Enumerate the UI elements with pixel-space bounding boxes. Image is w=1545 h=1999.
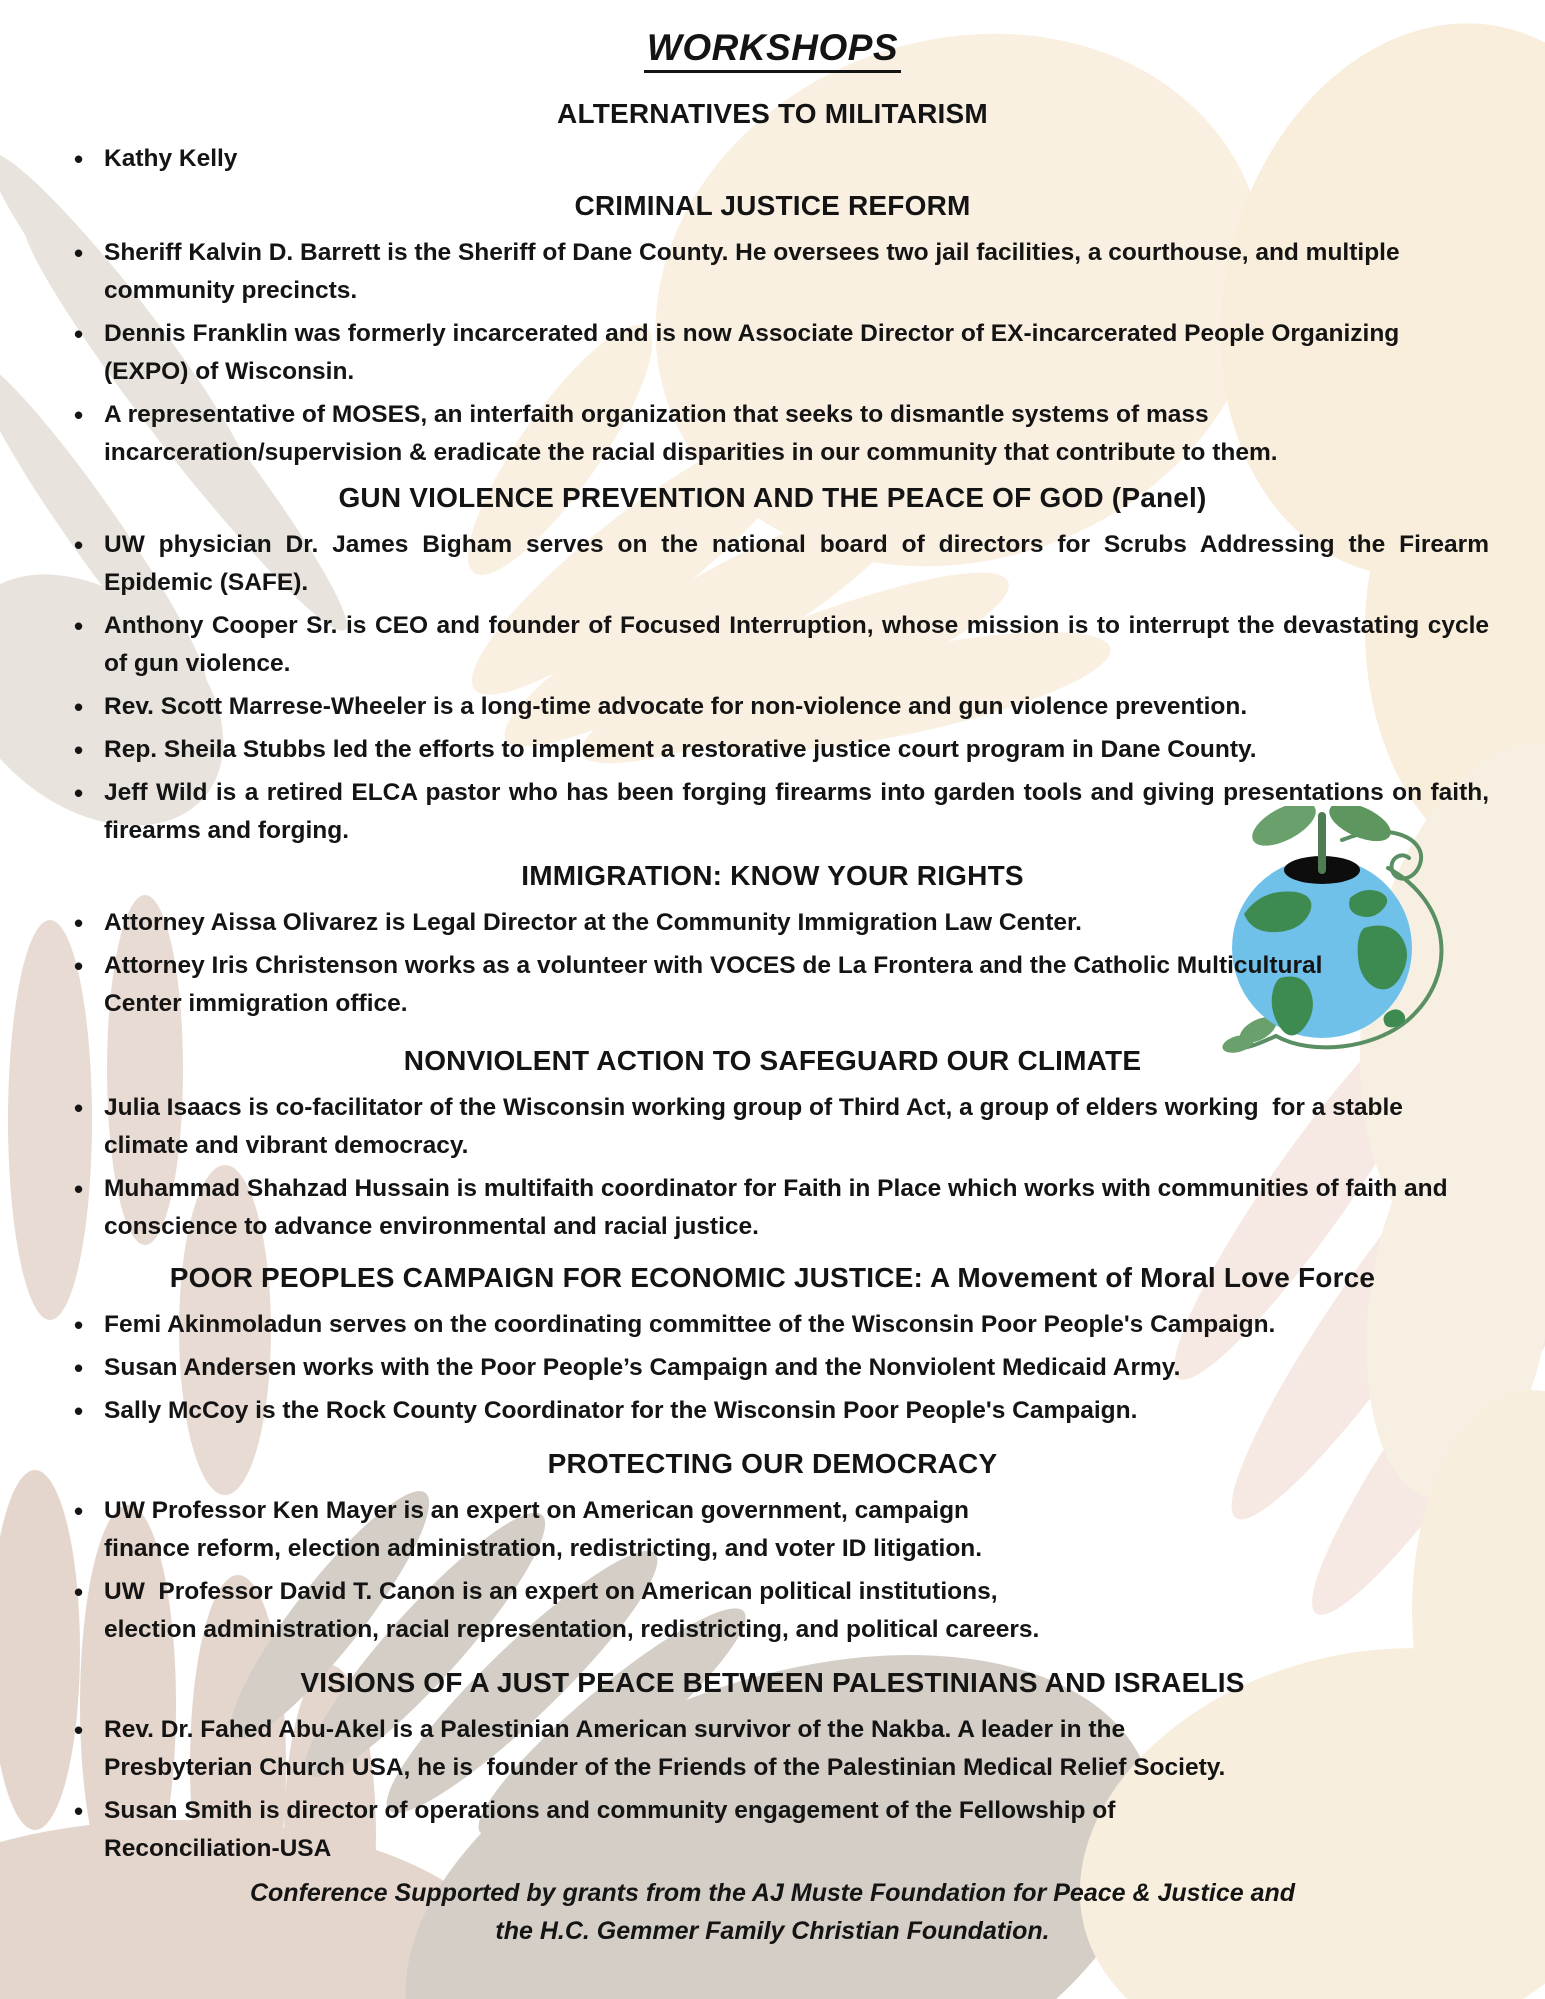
bullet-list xyxy=(0,1089,1545,1246)
bullet-item: • Susan Andersen works with the Poor People’s Campaign and the Nonviolent Medicaid Army. xyxy=(104,1349,1489,1387)
bullet-item: • UW Professor Ken Mayer is an expert on American government, campaign finance reform, election administration, redistricting, and voter ID litigation. xyxy=(104,1492,1489,1568)
bullet-list xyxy=(0,1306,1545,1430)
bullet-list xyxy=(0,526,1545,850)
bullet-item: • Kathy Kelly xyxy=(104,140,1489,178)
section-nonviolent-action-climate xyxy=(0,1043,1545,1246)
section-immigration-know-your-rights xyxy=(0,858,1545,1023)
bullet-item: • Jeff Wild is a retired ELCA pastor who has been forging firearms into garden tools and giving presentations on faith, firearms and forging. xyxy=(104,774,1489,850)
section-heading: VISIONS OF A JUST PEACE BETWEEN PALESTINIANS AND ISRAELIS xyxy=(300,1667,1245,1698)
section-heading: IMMIGRATION: KNOW YOUR RIGHTS xyxy=(521,860,1024,891)
section-poor-peoples-campaign xyxy=(0,1260,1545,1430)
bullet-item: • Anthony Cooper Sr. is CEO and founder of Focused Interruption, whose mission is to interrupt the devastating cycle of gun violence. xyxy=(104,607,1489,683)
bullet-item: • Sally McCoy is the Rock County Coordinator for the Wisconsin Poor People's Campaign. xyxy=(104,1392,1489,1430)
section-visions-just-peace xyxy=(0,1665,1545,1868)
bullet-item: • Sheriff Kalvin D. Barrett is the Sheriff of Dane County. He oversees two jail facilities, a courthouse, and multiple community precincts. xyxy=(104,234,1489,310)
footer-note: Conference Supported by grants from the AJ Muste Foundation for Peace & Justice and the H.C. Gemmer Family Christian Foundation. xyxy=(249,1879,1296,1945)
bullet-list xyxy=(0,1492,1545,1649)
section-gun-violence-prevention xyxy=(0,480,1545,850)
bullet-item: • A representative of MOSES, an interfaith organization that seeks to dismantle systems of mass incarceration/supervision & eradicate the racial disparities in our community that contribute to them. xyxy=(104,396,1489,472)
bullet-item: • Rep. Sheila Stubbs led the efforts to implement a restorative justice court program in Dane County. xyxy=(104,731,1489,769)
section-heading: POOR PEOPLES CAMPAIGN FOR ECONOMIC JUSTICE: A Movement of Moral Love Force xyxy=(169,1262,1376,1293)
bullet-item: • Susan Smith is director of operations and community engagement of the Fellowship of Reconciliation-USA xyxy=(104,1792,1489,1868)
page-title: WORKSHOPS xyxy=(0,26,1545,70)
bullet-list xyxy=(0,234,1545,472)
section-heading: PROTECTING OUR DEMOCRACY xyxy=(547,1448,998,1479)
section-heading: ALTERNATIVES TO MILITARISM xyxy=(557,98,988,129)
section-protecting-our-democracy xyxy=(0,1446,1545,1649)
bullet-item: • Rev. Scott Marrese-Wheeler is a long-time advocate for non-violence and gun violence prevention. xyxy=(104,688,1489,726)
bullet-item: • Muhammad Shahzad Hussain is multifaith coordinator for Faith in Place which works with communities of faith and conscience to advance environmental and racial justice. xyxy=(104,1170,1489,1246)
section-heading: CRIMINAL JUSTICE REFORM xyxy=(574,190,971,221)
bullet-item: • UW Professor David T. Canon is an expert on American political institutions, election administration, racial representation, redistricting, and political careers. xyxy=(104,1573,1489,1649)
bullet-item: • Julia Isaacs is co-facilitator of the Wisconsin working group of Third Act, a group of elders working for a stable climate and vibrant democracy. xyxy=(104,1089,1489,1165)
section-heading: NONVIOLENT ACTION TO SAFEGUARD OUR CLIMATE xyxy=(403,1045,1142,1076)
section-criminal-justice-reform xyxy=(0,188,1545,472)
bullet-item: • Femi Akinmoladun serves on the coordinating committee of the Wisconsin Poor People's Campaign. xyxy=(104,1306,1489,1344)
bullet-item: • Attorney Aissa Olivarez is Legal Director at the Community Immigration Law Center. xyxy=(104,904,1489,942)
bullet-list xyxy=(0,904,1545,1023)
bullet-item: • Dennis Franklin was formerly incarcerated and is now Associate Director of EX-incarcerated People Organizing (EXPO) of Wisconsin. xyxy=(104,315,1489,391)
bullet-list xyxy=(0,1711,1545,1868)
section-alternatives-to-militarism xyxy=(0,96,1545,178)
section-heading: GUN VIOLENCE PREVENTION AND THE PEACE OF GOD (Panel) xyxy=(338,482,1207,513)
bullet-item: • Rev. Dr. Fahed Abu-Akel is a Palestinian American survivor of the Nakba. A leader in the Presbyterian Church USA, he is founder of the Friends of the Palestinian Medical Relief Society. xyxy=(104,1711,1489,1787)
bullet-item: • UW physician Dr. James Bigham serves on the national board of directors for Scrubs Addressing the Firearm Epidemic (SAFE). xyxy=(104,526,1489,602)
bullet-list xyxy=(0,140,1545,178)
bullet-item: • Attorney Iris Christenson works as a volunteer with VOCES de La Frontera and the Catholic Multicultural Center immigration office. xyxy=(104,947,1489,1023)
